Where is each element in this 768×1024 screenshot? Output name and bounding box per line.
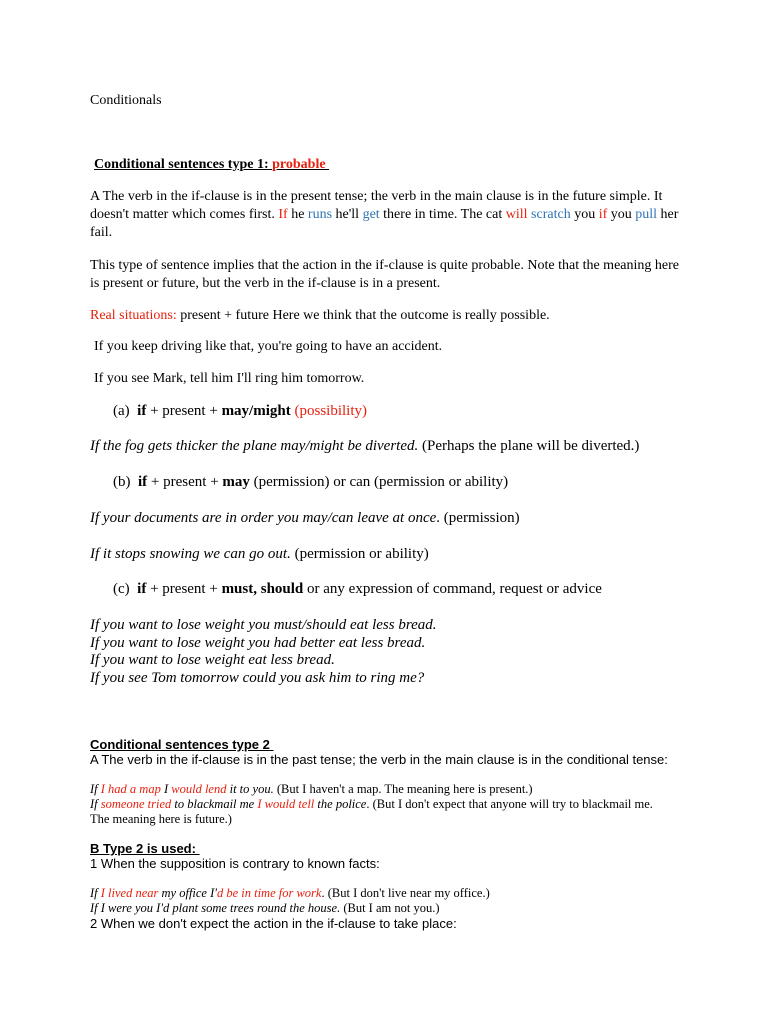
example-c-line: If you see Tom tomorrow could you ask him to ring me? — [90, 670, 425, 687]
rule-b — [113, 474, 508, 491]
type1-text: her fail. — [90, 207, 679, 240]
type1-word: pull — [635, 207, 658, 222]
rule-rest: or any expression of command, request or advice — [307, 581, 602, 597]
rule-mark: (a) — [113, 403, 130, 419]
type2-b1: 1 When the supposition is contrary to known facts: — [90, 856, 380, 871]
type1-word: If — [278, 207, 288, 222]
type2-example-4 — [90, 901, 490, 916]
type1-word: he'll — [335, 207, 360, 222]
rule-bold: must, should — [221, 581, 304, 597]
example-b2 — [90, 546, 429, 563]
type2-examples — [90, 782, 670, 827]
type2-b-heading-text: B Type 2 is used: — [90, 841, 196, 856]
example-italic: If your documents are in order you may/can leave at once — [90, 510, 437, 526]
example-line: If you see Mark, tell him I'll ring him tomorrow. — [94, 371, 365, 386]
type2-heading — [90, 737, 274, 752]
ex-note: (But I am not you.) — [343, 901, 440, 915]
rule-mark: (c) — [113, 581, 130, 597]
type1-word: you — [574, 207, 596, 222]
type1-text: A The verb in the if-clause is in the present tense; the verb in the main clause is in the future simple. It doesn't matter which comes first. — [90, 189, 663, 222]
rule-mid: + present + — [150, 474, 219, 490]
type1-word: you — [610, 207, 632, 222]
ex-note: . (But I don't live near my office.) — [321, 886, 490, 900]
example-a — [90, 438, 639, 455]
rule-if: if — [137, 403, 147, 419]
ex-red: I would tell — [257, 797, 315, 811]
type2-example-2 — [90, 797, 670, 827]
example-b1 — [90, 510, 520, 527]
type1-word: he — [291, 207, 305, 222]
ex-if: If — [90, 782, 98, 796]
ex-red: d be in time for work — [216, 886, 322, 900]
ex-italic: the police — [317, 797, 367, 811]
ex-italic: my office I' — [161, 886, 217, 900]
rule-mark: (b) — [113, 474, 131, 490]
type1-word: get — [362, 207, 380, 222]
example-italic: If it stops snowing we can go out. — [90, 546, 291, 562]
ex-italic: to blackmail me — [174, 797, 255, 811]
type1-text: there in time. The cat — [383, 207, 503, 222]
type1-paragraph-a — [90, 188, 680, 242]
type2-example-3 — [90, 886, 490, 901]
real-situations-label: Real situations: — [90, 308, 177, 323]
type1-heading — [94, 157, 329, 173]
real-situations — [90, 308, 550, 324]
type2-b-examples — [90, 886, 490, 916]
type1-word: scratch — [531, 207, 571, 222]
rule-emph: (possibility) — [294, 403, 367, 419]
example-c-line: If you want to lose weight you must/should eat less bread. — [90, 617, 437, 633]
ex-note: (But I haven't a map. The meaning here is present.) — [276, 782, 533, 796]
type1-word: runs — [307, 207, 333, 222]
rule-bold: may/might — [221, 403, 291, 419]
ex-italic: it to you. — [229, 782, 274, 796]
type2-b2: 2 When we don't expect the action in the if-clause to take place: — [90, 916, 457, 931]
type2-b-heading — [90, 841, 200, 856]
ex-note: . (But I don't expect that anyone will try to blackmail me. The meaning here is future.) — [90, 797, 653, 826]
example-c-line: If you want to lose weight you had better eat less bread. — [90, 634, 426, 651]
example-note: . (permission) — [436, 510, 520, 526]
rule-rest: (permission) or can (permission or ability) — [253, 474, 509, 490]
example-italic: If the fog gets thicker the plane may/might be diverted. — [90, 438, 419, 454]
type1-paragraph-2: This type of sentence implies that the action in the if-clause is quite probable. Note that the meaning here is present or future, but the verb in the if-clause is in a present. — [90, 258, 679, 291]
ex-italic: If I were you I'd plant some trees round the house. — [90, 901, 341, 915]
type2-paragraph-a: A The verb in the if-clause is in the past tense; the verb in the main clause is in the conditional tense: — [90, 752, 668, 767]
example-c-line: If you want to lose weight eat less bread. — [90, 652, 335, 669]
ex-red: would lend — [171, 782, 227, 796]
rule-if: if — [137, 581, 147, 597]
example-c-list — [90, 617, 437, 688]
ex-red: I lived near — [100, 886, 159, 900]
ex-red: I had a map — [100, 782, 161, 796]
rule-if: if — [138, 474, 148, 490]
rule-c — [113, 581, 602, 598]
rule-mid: + present + — [150, 581, 218, 597]
rule-bold: may — [222, 474, 250, 490]
ex-if: If — [90, 797, 98, 811]
type1-heading-prefix: Conditional sentences type 1: — [94, 157, 269, 172]
rule-a — [113, 403, 367, 420]
type2-example-1 — [90, 782, 670, 797]
type1-word: if — [598, 207, 608, 222]
type2-heading-text: Conditional sentences type 2 — [90, 737, 270, 752]
ex-if: If — [90, 886, 98, 900]
document-title: Conditionals — [90, 93, 162, 108]
example-note: (Perhaps the plane will be diverted.) — [422, 438, 640, 454]
ex-italic: I — [163, 782, 169, 796]
example-note: (permission or ability) — [294, 546, 429, 562]
type1-heading-emph: probable — [272, 157, 326, 172]
example-line: If you keep driving like that, you're going to have an accident. — [94, 339, 443, 354]
ex-red: someone tried — [100, 797, 172, 811]
type1-word: will — [505, 207, 528, 222]
rule-mid: + present + — [150, 403, 218, 419]
real-situations-text: present + future Here we think that the outcome is really possible. — [180, 308, 550, 323]
